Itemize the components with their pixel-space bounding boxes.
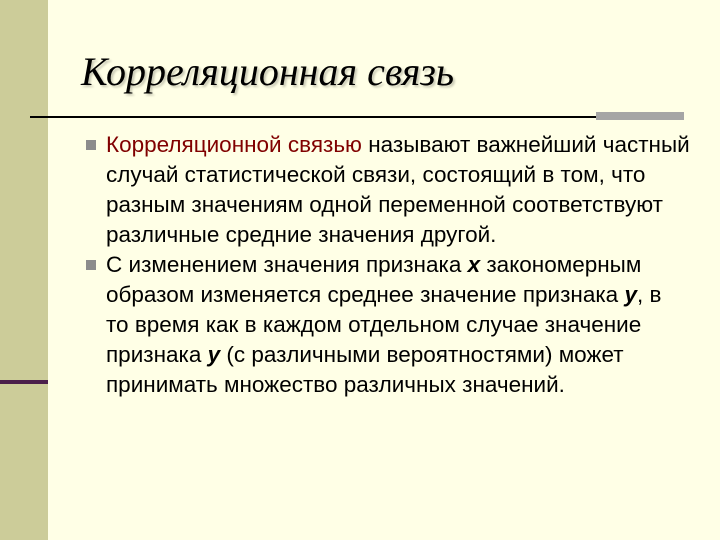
bullet-text: называют важнейший частный случай статистической связи, состоящий в том, что разным значениям одной переменной соответствуют различные средние значения другой.	[106, 132, 690, 247]
bullet-text-part: , в то время как в каждом отдельном случае значение признака	[106, 282, 662, 367]
title-decorative-bar	[596, 112, 684, 120]
left-decorative-band	[0, 0, 48, 540]
bullet-text-part: закономерным образом изменяется среднее значение признака	[106, 252, 642, 307]
variable-y: y	[624, 282, 637, 307]
bullet-item-explanation	[86, 250, 690, 400]
slide-title: Корреляционная связь	[81, 49, 455, 94]
term-correlation: Корреляционной связью	[106, 132, 362, 157]
variable-y: y	[207, 342, 221, 367]
left-accent-bar	[0, 380, 48, 384]
title-underline	[30, 116, 684, 118]
square-bullet-icon	[86, 260, 96, 270]
variable-x: x	[467, 252, 481, 277]
bullet-text-part: С изменением значения признака	[106, 252, 468, 277]
slide-content	[86, 130, 690, 400]
bullet-item-definition	[86, 130, 690, 250]
square-bullet-icon	[86, 140, 96, 150]
bullet-text-part: (с различными вероятностями) может принимать множество различных значений.	[106, 342, 624, 397]
